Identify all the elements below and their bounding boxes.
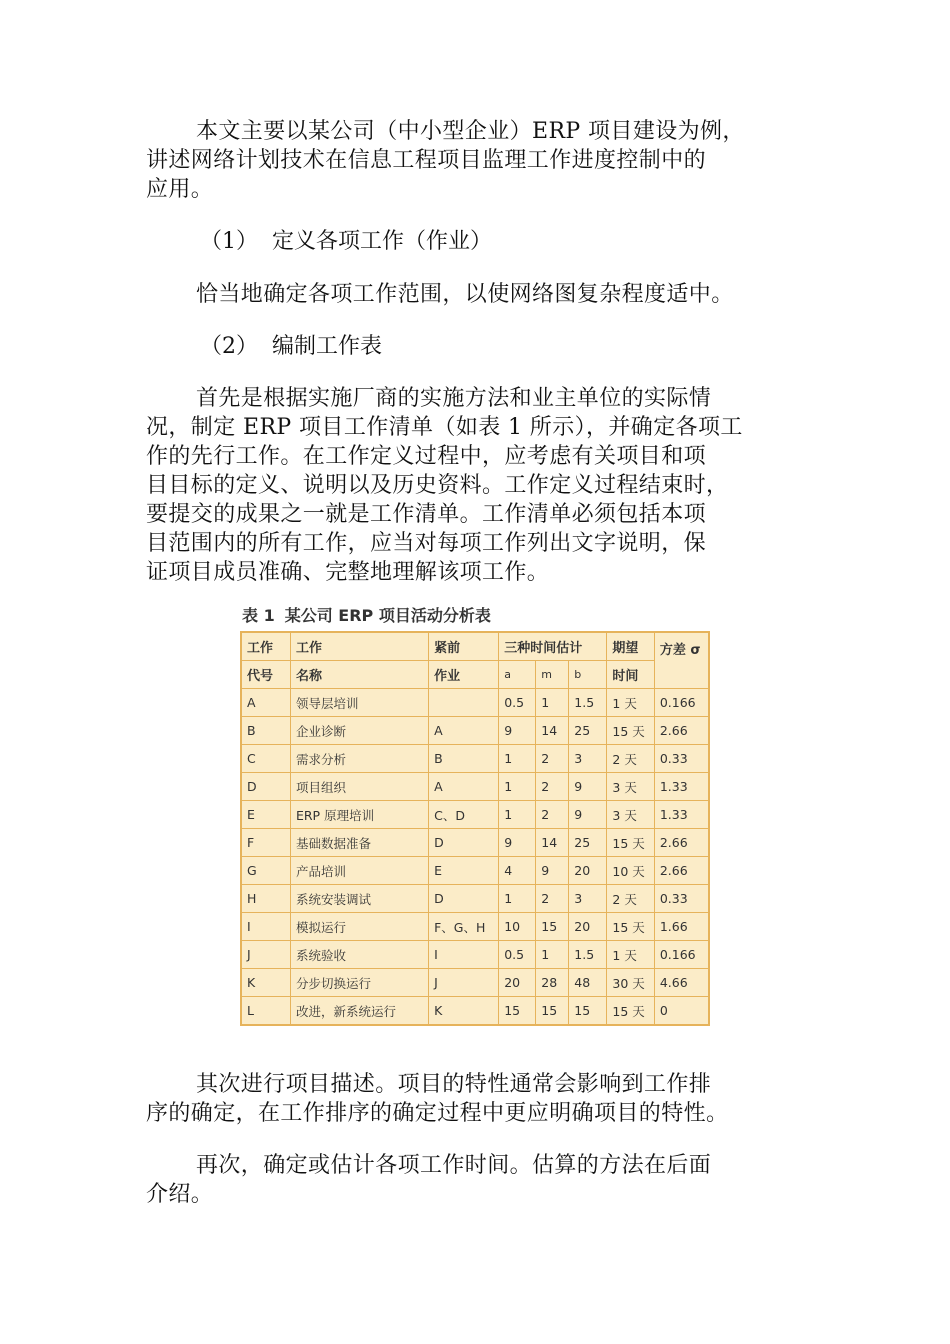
paragraph-intro — [146, 117, 812, 204]
cell-exp: 15 天 — [607, 997, 654, 1026]
cell-m: 15 — [536, 913, 569, 941]
header-cell: b — [569, 661, 607, 689]
cell-exp: 3 天 — [607, 773, 654, 801]
cell-a: 20 — [499, 969, 536, 997]
table-row — [241, 997, 709, 1026]
cell-var: 0.33 — [654, 885, 709, 913]
header-cell: 期望 — [607, 632, 654, 661]
cell-name: 分步切换运行 — [290, 969, 428, 997]
header-cell: 代号 — [241, 661, 290, 689]
cell-a: 9 — [499, 829, 536, 857]
text-line: 目目标的定义、说明以及历史资料。工作定义过程结束时， — [146, 473, 729, 498]
cell-m: 1 — [536, 689, 569, 717]
cell-m: 2 — [536, 773, 569, 801]
cell-b: 15 — [569, 997, 607, 1026]
table-row — [241, 829, 709, 857]
table-row — [241, 745, 709, 773]
paragraph-worklist — [146, 384, 812, 587]
cell-var: 2.66 — [654, 857, 709, 885]
cell-b: 25 — [569, 717, 607, 745]
cell-a: 1 — [499, 773, 536, 801]
header-cell: 名称 — [290, 661, 428, 689]
paragraph-description — [146, 1070, 812, 1128]
text-line: 恰当地确定各项工作范围，以使网络图复杂程度适中。 — [196, 282, 734, 307]
cell-b: 3 — [569, 885, 607, 913]
activity-table-figure — [238, 601, 712, 1026]
cell-a: 1 — [499, 745, 536, 773]
cell-code: E — [241, 801, 290, 829]
cell-var: 2.66 — [654, 829, 709, 857]
cell-m: 14 — [536, 717, 569, 745]
cell-code: L — [241, 997, 290, 1026]
text-line: 再次，确定或估计各项工作时间。估算的方法在后面 — [196, 1153, 712, 1178]
cell-exp: 2 天 — [607, 745, 654, 773]
header-cell: 作业 — [429, 661, 499, 689]
table-row — [241, 885, 709, 913]
cell-pred: D — [429, 829, 499, 857]
text-line: 要提交的成果之一就是工作清单。工作清单必须包括本项 — [146, 502, 707, 527]
text-line: 其次进行项目描述。项目的特性通常会影响到工作排 — [196, 1072, 712, 1097]
cell-pred: F、G、H — [429, 913, 499, 941]
cell-name: 系统验收 — [290, 941, 428, 969]
table-header-row — [241, 632, 709, 661]
cell-m: 2 — [536, 885, 569, 913]
cell-m: 14 — [536, 829, 569, 857]
cell-b: 25 — [569, 829, 607, 857]
table-body — [241, 689, 709, 1026]
cell-a: 0.5 — [499, 941, 536, 969]
cell-m: 2 — [536, 801, 569, 829]
cell-code: G — [241, 857, 290, 885]
table-row — [241, 969, 709, 997]
table-row — [241, 689, 709, 717]
text-line: 况，制定 ERP 项目工作清单（如表 1 所示），并确定各项工 — [146, 415, 743, 440]
cell-m: 2 — [536, 745, 569, 773]
cell-b: 1.5 — [569, 941, 607, 969]
table-row — [241, 941, 709, 969]
paragraph-estimation — [146, 1151, 812, 1209]
cell-b: 20 — [569, 913, 607, 941]
header-cell: a — [499, 661, 536, 689]
cell-pred: A — [429, 773, 499, 801]
cell-var: 0.166 — [654, 941, 709, 969]
cell-code: A — [241, 689, 290, 717]
table-number: 表 1 — [242, 606, 275, 625]
table-row — [241, 717, 709, 745]
cell-b: 48 — [569, 969, 607, 997]
cell-exp: 15 天 — [607, 913, 654, 941]
header-cell: 工作 — [290, 632, 428, 661]
cell-pred: A — [429, 717, 499, 745]
cell-pred — [429, 689, 499, 717]
cell-m: 1 — [536, 941, 569, 969]
header-cell: 时间 — [607, 661, 654, 689]
cell-b: 1.5 — [569, 689, 607, 717]
cell-name: 基础数据准备 — [290, 829, 428, 857]
cell-name: 项目组织 — [290, 773, 428, 801]
table-title: 某公司 ERP 项目活动分析表 — [284, 606, 491, 625]
cell-var: 1.66 — [654, 913, 709, 941]
cell-b: 9 — [569, 801, 607, 829]
cell-a: 0.5 — [499, 689, 536, 717]
cell-m: 15 — [536, 997, 569, 1026]
text-line: 讲述网络计划技术在信息工程项目监理工作进度控制中的 — [146, 148, 707, 173]
cell-a: 1 — [499, 885, 536, 913]
cell-code: B — [241, 717, 290, 745]
text-line: 首先是根据实施厂商的实施方法和业主单位的实际情 — [196, 386, 712, 411]
cell-code: K — [241, 969, 290, 997]
cell-exp: 30 天 — [607, 969, 654, 997]
cell-var: 0 — [654, 997, 709, 1026]
cell-code: H — [241, 885, 290, 913]
header-cell: m — [536, 661, 569, 689]
cell-m: 9 — [536, 857, 569, 885]
cell-pred: E — [429, 857, 499, 885]
table-row — [241, 913, 709, 941]
cell-exp: 3 天 — [607, 801, 654, 829]
table-row — [241, 801, 709, 829]
text-line: 介绍。 — [146, 1182, 214, 1207]
section-heading-2 — [200, 332, 382, 361]
cell-a: 1 — [499, 801, 536, 829]
cell-name: 需求分析 — [290, 745, 428, 773]
cell-code: I — [241, 913, 290, 941]
cell-exp: 15 天 — [607, 717, 654, 745]
heading-text: 定义各项工作（作业） — [272, 229, 493, 254]
text-line: 证项目成员准确、完整地理解该项工作。 — [146, 560, 550, 585]
cell-pred: C、D — [429, 801, 499, 829]
cell-b: 20 — [569, 857, 607, 885]
cell-name: 领导层培训 — [290, 689, 428, 717]
table-row — [241, 857, 709, 885]
text-line: 序的确定，在工作排序的确定过程中更应明确项目的特性。 — [146, 1101, 729, 1126]
cell-name: 产品培训 — [290, 857, 428, 885]
cell-name: 改进，新系统运行 — [290, 997, 428, 1026]
cell-b: 9 — [569, 773, 607, 801]
cell-a: 4 — [499, 857, 536, 885]
heading-number: （2） — [200, 334, 258, 359]
table-header-row — [241, 661, 709, 689]
cell-m: 28 — [536, 969, 569, 997]
text-line: 作的先行工作。在工作定义过程中，应考虑有关项目和项 — [146, 444, 707, 469]
cell-exp: 1 天 — [607, 941, 654, 969]
text-line: 目范围内的所有工作，应当对每项工作列出文字说明，保 — [146, 531, 707, 556]
cell-name: 企业诊断 — [290, 717, 428, 745]
cell-code: J — [241, 941, 290, 969]
heading-text: 编制工作表 — [272, 334, 383, 359]
text-line: 本文主要以某公司（中小型企业）ERP 项目建设为例， — [196, 119, 745, 144]
header-cell: 紧前 — [429, 632, 499, 661]
cell-exp: 1 天 — [607, 689, 654, 717]
header-cell: 三种时间估计 — [499, 632, 607, 661]
cell-code: D — [241, 773, 290, 801]
cell-var: 0.33 — [654, 745, 709, 773]
cell-pred: J — [429, 969, 499, 997]
cell-name: ERP 原理培训 — [290, 801, 428, 829]
table-caption — [238, 601, 712, 631]
cell-var: 1.33 — [654, 801, 709, 829]
heading-number: （1） — [200, 229, 258, 254]
cell-var: 4.66 — [654, 969, 709, 997]
paragraph-scope — [146, 280, 812, 309]
cell-pred: I — [429, 941, 499, 969]
cell-pred: D — [429, 885, 499, 913]
cell-exp: 10 天 — [607, 857, 654, 885]
section-heading-1 — [200, 227, 492, 256]
header-cell: 方差 σ — [654, 632, 709, 689]
cell-var: 0.166 — [654, 689, 709, 717]
table-row — [241, 773, 709, 801]
activity-table — [240, 631, 710, 1026]
cell-pred: B — [429, 745, 499, 773]
cell-var: 2.66 — [654, 717, 709, 745]
cell-var: 1.33 — [654, 773, 709, 801]
cell-code: C — [241, 745, 290, 773]
cell-a: 15 — [499, 997, 536, 1026]
cell-pred: K — [429, 997, 499, 1026]
text-line: 应用。 — [146, 177, 214, 202]
cell-exp: 2 天 — [607, 885, 654, 913]
header-cell: 工作 — [241, 632, 290, 661]
cell-exp: 15 天 — [607, 829, 654, 857]
cell-name: 系统安装调试 — [290, 885, 428, 913]
cell-a: 10 — [499, 913, 536, 941]
cell-b: 3 — [569, 745, 607, 773]
cell-code: F — [241, 829, 290, 857]
cell-a: 9 — [499, 717, 536, 745]
cell-name: 模拟运行 — [290, 913, 428, 941]
